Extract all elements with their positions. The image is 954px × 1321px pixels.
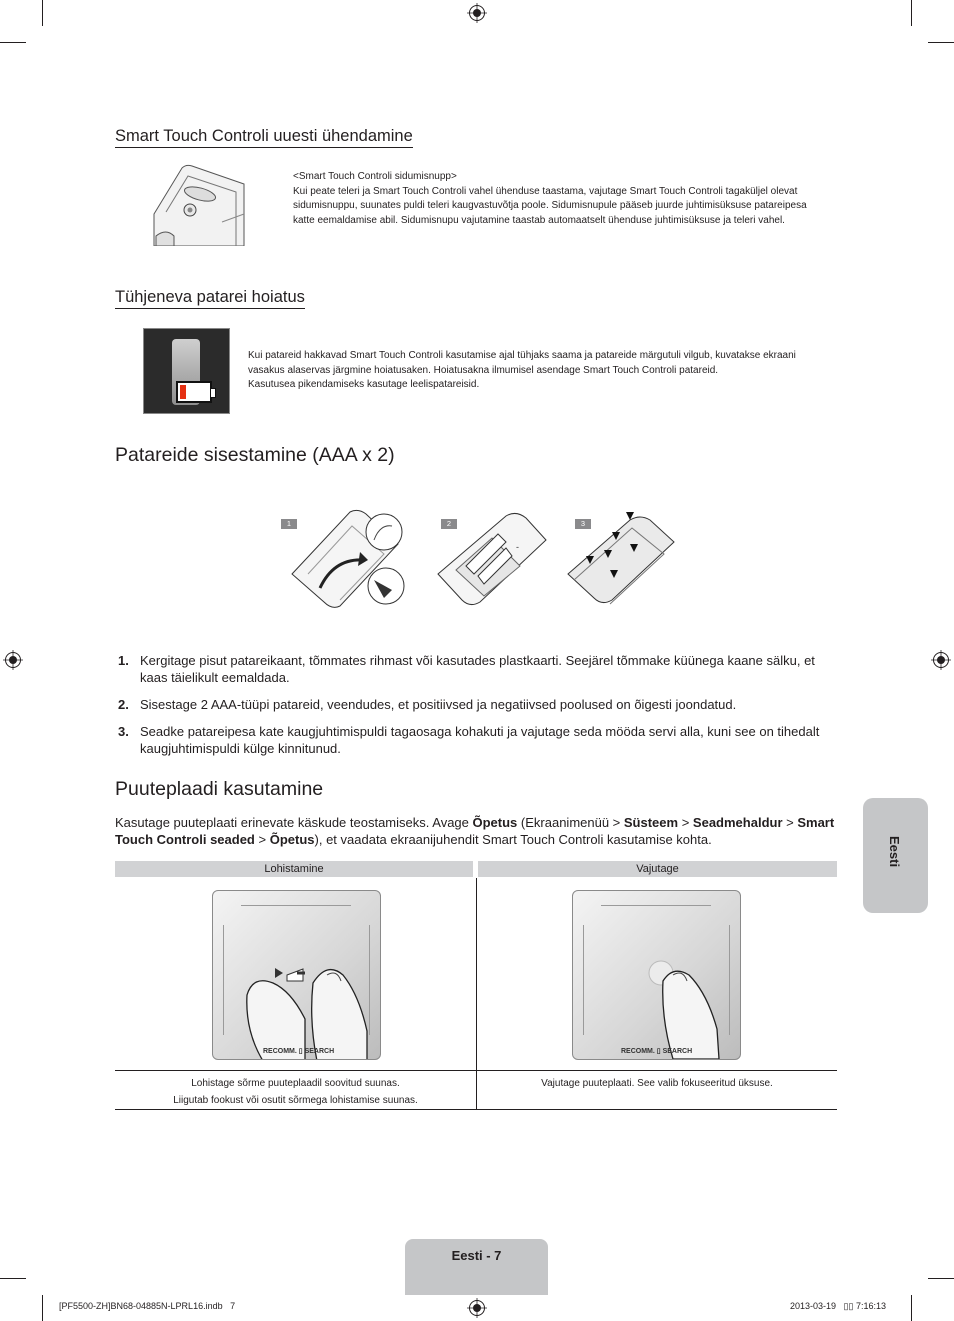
page-number: Eesti - 7 (451, 1248, 502, 1263)
press-description: Vajutage puuteplaati. See valib fokuseeritud üksuse. (541, 1078, 773, 1089)
list-item: 2. Sisestage 2 AAA-tüüpi patareid, veendudes, et positiivsed ja negatiivsed poolused on õigesti joondatud. (118, 697, 737, 712)
language-tab-label: Eesti (887, 836, 902, 868)
touchpad-button-labels: RECOMM. ▯ SEARCH (263, 1048, 335, 1055)
crop-mark (928, 1278, 954, 1279)
footer-datetime: 2013-03-19 ▯▯ 7:16:13 (790, 1301, 886, 1311)
page-number-tab (405, 1239, 548, 1295)
press-hand-icon (643, 959, 741, 1059)
figure-badge-2: 2 (441, 519, 457, 529)
language-side-tab (863, 798, 928, 913)
crop-mark (928, 42, 954, 43)
crop-mark (0, 1278, 26, 1279)
menu-path-opetus: Õpetus (472, 815, 518, 830)
insert-heading: Patareide sisestamine (AAA x 2) (115, 444, 395, 466)
touchpad-button-labels: RECOMM. ▯ SEARCH (621, 1048, 693, 1055)
drag-description: Lohistage sõrme puuteplaadil soovitud suunas. Liigutab fookust või osutit sõrmega lohistamise suunas. (173, 1078, 418, 1106)
crop-mark (911, 1295, 912, 1321)
table-header-drag: Lohistamine (115, 861, 473, 877)
crop-mark (911, 0, 912, 26)
table-rule (115, 1070, 837, 1071)
low-battery-icon (176, 381, 212, 403)
touchpad-heading: Puuteplaadi kasutamine (115, 778, 324, 800)
pairing-heading: Smart Touch Controli uuesti ühendamine (115, 127, 413, 148)
low-battery-window-illustration (143, 328, 230, 414)
menu-path-opetus-2: Õpetus (269, 832, 315, 847)
registration-mark-icon (467, 3, 487, 23)
list-item: 1. Kergitage pisut patareikaant, tõmmates rihmast või kasutades plastkaarti. Seejärel tõmmake küünega kaane sälku, et kaas täielikult eemaldada. (118, 653, 815, 685)
figure-badge-1: 1 (281, 519, 297, 529)
table-rule (115, 1109, 837, 1110)
menu-path-stc-seaded: Smart Touch Controli seaded (115, 815, 835, 847)
battery-cover-close-illustration (566, 510, 678, 608)
remote-pairing-button-illustration (152, 162, 248, 246)
insert-steps-list (115, 652, 835, 767)
table-header-press: Vajutage (478, 861, 837, 877)
menu-path-seadmehaldur: Seadmehaldur (692, 815, 783, 830)
touchpad-drag-illustration (212, 890, 381, 1060)
battery-text: Kui patareid hakkavad Smart Touch Controli kasutamise ajal tühjaks saama ja patareide märgutuli vilgub, kuvatakse ekraani vasakus alaservas järgmine hoiatusaken. Hoiatusakna ilmumisel asendage Smart Touch Controli patareid. (248, 350, 796, 376)
pairing-caption: <Smart Touch Controli sidumisnupp> (293, 171, 457, 182)
battery-heading: Tühjeneva patarei hoiatus (115, 288, 305, 309)
footer-file-info: [PF5500-ZH]BN68-04885N-LPRL16.indb 7 (59, 1301, 236, 1311)
menu-path-systeem: Süsteem (623, 815, 679, 830)
svg-text:-: - (516, 542, 519, 552)
battery-insert-illustration (436, 510, 548, 608)
registration-mark-icon (931, 650, 951, 670)
battery-text-2: Kasutusea pikendamiseks kasutage leelispatareisid. (248, 379, 480, 390)
crop-mark (0, 42, 26, 43)
touchpad-intro: Kasutage puuteplaati erinevate käskude teostamiseks. Avage Õpetus (Ekraanimenüü > Süsteem > Seadmehaldur > Smart Touch Controli seaded > Õpetus), et vaadata ekraanijuhendit Smart Touch Controli kasutamise kohta. (115, 815, 835, 847)
crop-mark (42, 1295, 43, 1321)
crop-mark (42, 0, 43, 26)
drag-hand-icon (243, 961, 381, 1060)
registration-mark-icon (467, 1298, 487, 1318)
touchpad-press-illustration (572, 890, 741, 1060)
pairing-text: Kui peate teleri ja Smart Touch Controli vahel ühenduse taastama, vajutage Smart Touch Controli tagaküljel olevat sidumisnuppu, suunates puldi teleri kaugvastuvõtja poole. Sidumisnupule pääseb juurde juhtimisüksuse patareipesa katte eemaldamise abil. Sidumisnupu vajutamine taastab automaatselt ühenduse juhtimisüksuse ja teleri vahel. (293, 185, 807, 226)
registration-mark-icon (3, 650, 23, 670)
battery-cover-open-illustration (288, 508, 408, 608)
figure-badge-3: 3 (575, 519, 591, 529)
list-item: 3. Seadke patareipesa kate kaugjuhtimispuldi tagaosaga kohakuti ja vajutage seda mööda servi alla, kuni see on tihedalt kaugjuhtimispuldi külge kinnitunud. (118, 724, 820, 756)
